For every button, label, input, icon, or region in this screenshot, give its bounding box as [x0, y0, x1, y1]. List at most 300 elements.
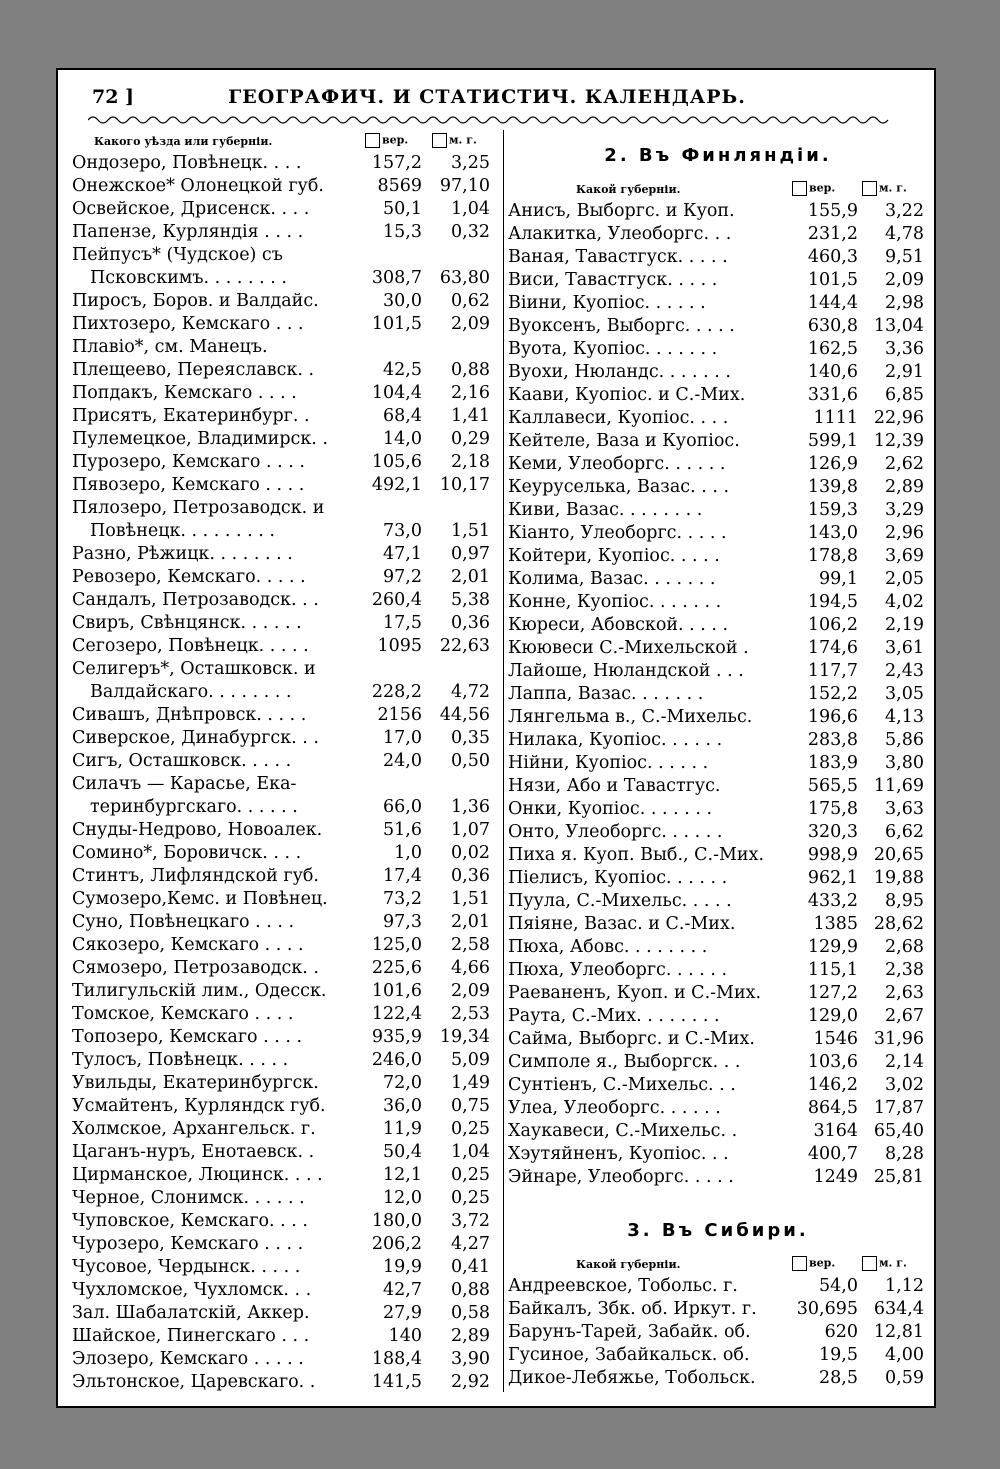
- lake-name: Папензе, Курляндія . . . .: [72, 222, 304, 242]
- lake-name: Пихтозеро, Кемскаго . . .: [72, 314, 304, 334]
- district-header: Какого уѣзда или губерніи.: [94, 135, 273, 148]
- lake-name: Каллавеси, Куопіос. . . .: [508, 408, 729, 428]
- table-row: [72, 1049, 500, 1072]
- lake-name: Черное, Слонимск. . . . . .: [72, 1188, 305, 1208]
- column-divider: [503, 130, 504, 1392]
- lake-name: Повѣнецк. . . . . . . . .: [90, 521, 275, 541]
- lake-name: Лайоше, Нюландской . . .: [508, 661, 744, 681]
- area-sq-miles: 2,98: [885, 293, 924, 313]
- area-versts: 159,3: [807, 500, 858, 520]
- lake-name: Усмайтенъ, Курляндск губ.: [72, 1096, 326, 1116]
- area-sq-miles: 2,62: [885, 454, 924, 474]
- lake-name: Тулосъ, Повѣнецк. . . . .: [72, 1050, 289, 1070]
- lake-name: Плещеево, Переяславск. .: [72, 360, 315, 380]
- area-versts: 42,7: [383, 1280, 422, 1300]
- table-row: [72, 451, 500, 474]
- lake-name: Пяіяне, Вазас. и С.-Мих.: [508, 914, 736, 934]
- lake-name: Нязи, Або и Тавастгус.: [508, 776, 721, 796]
- area-sq-miles: 1,04: [451, 199, 490, 219]
- area-versts: 105,6: [371, 452, 422, 472]
- area-versts: 178,8: [807, 546, 858, 566]
- area-versts: 308,7: [371, 268, 422, 288]
- area-versts: 54,0: [819, 1276, 858, 1296]
- area-versts: 19,9: [383, 1257, 422, 1277]
- table-row: [72, 1026, 500, 1049]
- lake-name: Сиверское, Динабургск. . .: [72, 728, 319, 748]
- table-row: [72, 1003, 500, 1026]
- table-row: [72, 428, 500, 451]
- area-versts: 231,2: [807, 224, 858, 244]
- area-versts: 129,9: [807, 937, 858, 957]
- area-versts: 17,0: [383, 728, 422, 748]
- table-row: [72, 1371, 500, 1394]
- lake-name: Сякозеро, Кемскаго . . . .: [72, 935, 304, 955]
- table-row: [508, 1120, 928, 1143]
- siberia-column-header: [508, 1253, 928, 1275]
- lake-name: Чусовое, Чердынск. . . . .: [72, 1257, 301, 1277]
- table-row: [508, 1298, 928, 1321]
- lake-name: Эльтонское, Царевскаго. .: [72, 1372, 316, 1392]
- table-row: [508, 660, 928, 683]
- area-sq-miles: 2,09: [451, 981, 490, 1001]
- lake-name: Конне, Куопіос. . . . . . .: [508, 592, 722, 612]
- area-sq-miles: 2,14: [885, 1052, 924, 1072]
- table-row: [72, 704, 500, 727]
- area-sq-miles: 2,63: [885, 983, 924, 1003]
- table-row: [508, 1367, 928, 1390]
- lake-name: Хаукавеси, С.-Михельс. .: [508, 1121, 738, 1141]
- table-row: [508, 867, 928, 890]
- area-versts: 127,2: [807, 983, 858, 1003]
- lake-name: Пявозеро, Кемскаго . . . .: [72, 475, 305, 495]
- lake-name: Эйнаре, Улеоборгс. . . . .: [508, 1167, 734, 1187]
- lake-name: Гусиное, Забайкальск. об.: [508, 1345, 750, 1365]
- area-sq-miles: 5,86: [885, 730, 924, 750]
- area-versts: 101,5: [371, 314, 422, 334]
- lake-name: Сомино*, Боровичск. . . .: [72, 843, 302, 863]
- table-row: [72, 865, 500, 888]
- area-versts: 433,2: [807, 891, 858, 911]
- area-versts: 864,5: [807, 1098, 858, 1118]
- lake-name: Тилигульскій лим., Одесск.: [72, 981, 327, 1001]
- square-icon: [365, 133, 380, 148]
- lake-name: Сямозеро, Петрозаводск. .: [72, 958, 319, 978]
- area-sq-miles: 4,27: [451, 1234, 490, 1254]
- sq-miles-header: м. г.: [862, 181, 907, 196]
- table-row: [508, 798, 928, 821]
- area-sq-miles: 0,62: [451, 291, 490, 311]
- table-row: [72, 1325, 500, 1348]
- lake-name: Валдайскаго. . . . . . . .: [90, 682, 292, 702]
- area-versts: 140,6: [807, 362, 858, 382]
- lake-name: Онто, Улеоборгс. . . . . .: [508, 822, 723, 842]
- right-column: [508, 130, 928, 1390]
- area-versts: 72,0: [383, 1073, 422, 1093]
- table-row: [508, 844, 928, 867]
- area-sq-miles: 0,59: [885, 1368, 924, 1388]
- area-sq-miles: 63,80: [439, 268, 490, 288]
- table-row: [508, 752, 928, 775]
- area-sq-miles: 1,51: [451, 889, 490, 909]
- area-versts: 12,0: [383, 1188, 422, 1208]
- area-sq-miles: 12,81: [873, 1322, 924, 1342]
- versts-header: вер.: [365, 133, 408, 148]
- table-row: [508, 223, 928, 246]
- area-versts: 30,695: [796, 1299, 858, 1319]
- table-row: [72, 658, 500, 681]
- table-row: [72, 773, 500, 796]
- table-row: [72, 635, 500, 658]
- area-versts: 104,4: [371, 383, 422, 403]
- table-row: [72, 244, 500, 267]
- lake-name: Пейпусъ* (Чудское) съ: [72, 245, 283, 265]
- lake-name: Вуохи, Нюландс. . . . . . .: [508, 362, 731, 382]
- lake-name: Чурозеро, Кемскаго . . . .: [72, 1234, 304, 1254]
- area-versts: 129,0: [807, 1006, 858, 1026]
- area-sq-miles: 3,25: [451, 153, 490, 173]
- sq-miles-header: м. г.: [432, 133, 477, 148]
- area-sq-miles: 0,25: [451, 1119, 490, 1139]
- table-row: [508, 1275, 928, 1298]
- area-versts: 30,0: [383, 291, 422, 311]
- table-row: [508, 683, 928, 706]
- area-sq-miles: 2,01: [451, 567, 490, 587]
- area-sq-miles: 0,41: [451, 1257, 490, 1277]
- area-versts: 73,0: [383, 521, 422, 541]
- table-row: [72, 313, 500, 336]
- area-sq-miles: 1,49: [451, 1073, 490, 1093]
- area-sq-miles: 0,02: [451, 843, 490, 863]
- area-versts: 122,4: [371, 1004, 422, 1024]
- area-sq-miles: 25,81: [873, 1167, 924, 1187]
- table-row: [72, 1164, 500, 1187]
- area-sq-miles: 0,35: [451, 728, 490, 748]
- table-row: [508, 476, 928, 499]
- area-versts: 51,6: [383, 820, 422, 840]
- area-versts: 139,8: [807, 477, 858, 497]
- area-versts: 180,0: [371, 1211, 422, 1231]
- area-sq-miles: 5,38: [451, 590, 490, 610]
- lake-name: Пуула, С.-Михельс. . . . .: [508, 891, 732, 911]
- page-number: 72 ]: [92, 86, 135, 108]
- area-versts: 283,8: [807, 730, 858, 750]
- area-versts: 143,0: [807, 523, 858, 543]
- square-icon: [862, 1256, 877, 1271]
- area-versts: 97,3: [383, 912, 422, 932]
- area-versts: 935,9: [371, 1027, 422, 1047]
- lake-name: Онежское* Олонецкой губ.: [72, 176, 324, 196]
- area-versts: 117,7: [807, 661, 858, 681]
- table-row: [508, 361, 928, 384]
- table-row: [72, 382, 500, 405]
- lake-name: Чуповское, Кемскаго. . . .: [72, 1211, 308, 1231]
- area-sq-miles: 0,97: [451, 544, 490, 564]
- area-versts: 620: [824, 1322, 858, 1342]
- area-versts: 188,4: [371, 1349, 422, 1369]
- area-versts: 1095: [377, 636, 422, 656]
- lake-name: Увильды, Екатеринбургск.: [72, 1073, 319, 1093]
- area-sq-miles: 0,36: [451, 866, 490, 886]
- area-sq-miles: 8,28: [885, 1144, 924, 1164]
- table-row: [72, 520, 500, 543]
- area-sq-miles: 0,25: [451, 1165, 490, 1185]
- area-sq-miles: 0,88: [451, 1280, 490, 1300]
- area-versts: 1385: [813, 914, 858, 934]
- area-versts: 17,4: [383, 866, 422, 886]
- table-row: [72, 566, 500, 589]
- area-sq-miles: 11,69: [873, 776, 924, 796]
- area-sq-miles: 2,67: [885, 1006, 924, 1026]
- table-row: [72, 980, 500, 1003]
- area-versts: 68,4: [383, 406, 422, 426]
- table-row: [508, 568, 928, 591]
- table-row: [72, 152, 500, 175]
- area-sq-miles: 3,61: [885, 638, 924, 658]
- lake-name: Байкалъ, Збк. об. Иркут. г.: [508, 1299, 757, 1319]
- area-sq-miles: 1,07: [451, 820, 490, 840]
- area-versts: 8569: [377, 176, 422, 196]
- lake-name: Томское, Кемскаго . . . .: [72, 1004, 294, 1024]
- lake-name: Пиросъ, Боров. и Валдайс.: [72, 291, 319, 311]
- table-row: [72, 796, 500, 819]
- area-versts: 225,6: [371, 958, 422, 978]
- area-sq-miles: 3,05: [885, 684, 924, 704]
- area-sq-miles: 0,58: [451, 1303, 490, 1323]
- area-versts: 630,8: [807, 316, 858, 336]
- area-versts: 194,5: [807, 592, 858, 612]
- table-row: [508, 729, 928, 752]
- lake-name: Сайма, Выборгс. и С.-Мих.: [508, 1029, 755, 1049]
- table-row: [508, 775, 928, 798]
- area-sq-miles: 2,05: [885, 569, 924, 589]
- area-versts: 162,5: [807, 339, 858, 359]
- table-row: [72, 1210, 500, 1233]
- lake-name: Андреевское, Тобольс. г.: [508, 1276, 738, 1296]
- area-versts: 47,1: [383, 544, 422, 564]
- left-column-header: [72, 130, 500, 152]
- table-row: [508, 936, 928, 959]
- area-sq-miles: 4,66: [451, 958, 490, 978]
- area-sq-miles: 20,65: [873, 845, 924, 865]
- lake-name: Віини, Куопіос. . . . . .: [508, 293, 706, 313]
- table-row: [72, 934, 500, 957]
- area-sq-miles: 2,91: [885, 362, 924, 382]
- area-sq-miles: 2,19: [885, 615, 924, 635]
- area-sq-miles: 0,36: [451, 613, 490, 633]
- table-row: [72, 589, 500, 612]
- square-icon: [432, 133, 447, 148]
- lake-name: Цирманское, Люцинск. . . .: [72, 1165, 323, 1185]
- table-row: [72, 359, 500, 382]
- table-row: [72, 1072, 500, 1095]
- lake-name: Ондозеро, Повѣнецк. . . .: [72, 153, 302, 173]
- area-sq-miles: 4,13: [885, 707, 924, 727]
- area-versts: 1,0: [394, 843, 422, 863]
- lake-name: Шайское, Пинегскаго . . .: [72, 1326, 310, 1346]
- table-row: [72, 1187, 500, 1210]
- lake-name: Свиръ, Свѣнцянск. . . . . .: [72, 613, 302, 633]
- area-versts: 50,4: [383, 1142, 422, 1162]
- lake-name: Сумозеро,Кемс. и Повѣнец.: [72, 889, 328, 909]
- area-versts: 106,2: [807, 615, 858, 635]
- lake-name: Дикое-Лебяжье, Тобольск.: [508, 1368, 756, 1388]
- lake-name: Виси, Тавастгуск. . . . .: [508, 270, 718, 290]
- lake-name: Снуды-Недрово, Новоалек.: [72, 820, 323, 840]
- lake-name: Кеми, Улеоборгс. . . . . .: [508, 454, 726, 474]
- lake-name: Ваная, Тавастгуск. . . . .: [508, 247, 728, 267]
- table-row: [72, 175, 500, 198]
- table-row: [508, 890, 928, 913]
- section-finland-title: 2. Въ Финляндіи.: [604, 145, 832, 166]
- area-sq-miles: 0,50: [451, 751, 490, 771]
- lake-name: Сунтіенъ, С.-Михельс. . .: [508, 1075, 736, 1095]
- area-sq-miles: 2,58: [451, 935, 490, 955]
- lake-name: Стинтъ, Лифляндской губ.: [72, 866, 319, 886]
- lake-name: Пялозеро, Петрозаводск. и: [72, 498, 325, 518]
- area-sq-miles: 3,36: [885, 339, 924, 359]
- lake-name: Пулемецкое, Владимирск. .: [72, 429, 328, 449]
- area-versts: 19,5: [819, 1345, 858, 1365]
- area-sq-miles: 0,88: [451, 360, 490, 380]
- area-sq-miles: 3,63: [885, 799, 924, 819]
- area-versts: 12,1: [383, 1165, 422, 1185]
- lake-name: Сивашъ, Днѣпровск. . . . .: [72, 705, 307, 725]
- area-versts: 246,0: [371, 1050, 422, 1070]
- area-versts: 73,2: [383, 889, 422, 909]
- lake-name: Койтери, Куопіос. . . . .: [508, 546, 720, 566]
- area-versts: 17,5: [383, 613, 422, 633]
- area-versts: 14,0: [383, 429, 422, 449]
- table-row: [508, 384, 928, 407]
- lake-name: Онки, Куопіос. . . . . . .: [508, 799, 713, 819]
- area-versts: 50,1: [383, 199, 422, 219]
- table-row: [72, 681, 500, 704]
- area-sq-miles: 22,63: [439, 636, 490, 656]
- area-versts: 101,5: [807, 270, 858, 290]
- lake-name: Суно, Повѣнецкаго . . . .: [72, 912, 295, 932]
- table-row: [508, 315, 928, 338]
- lake-name: Пурозеро, Кемскаго . . . .: [72, 452, 305, 472]
- area-versts: 101,6: [371, 981, 422, 1001]
- lake-name: Вуота, Куопіос. . . . . . .: [508, 339, 718, 359]
- table-row: [508, 522, 928, 545]
- area-versts: 320,3: [807, 822, 858, 842]
- area-sq-miles: 22,96: [873, 408, 924, 428]
- area-versts: 97,2: [383, 567, 422, 587]
- area-sq-miles: 2,89: [451, 1326, 490, 1346]
- area-sq-miles: 2,68: [885, 937, 924, 957]
- area-sq-miles: 1,36: [451, 797, 490, 817]
- area-sq-miles: 2,16: [451, 383, 490, 403]
- area-sq-miles: 2,53: [451, 1004, 490, 1024]
- table-row: [508, 269, 928, 292]
- square-icon: [792, 181, 807, 196]
- square-icon: [862, 181, 877, 196]
- table-row: [508, 1166, 928, 1189]
- lake-name: Присятъ, Екатеринбург. .: [72, 406, 310, 426]
- area-versts: 3164: [813, 1121, 858, 1141]
- lake-name: Холмское, Архангельск. г.: [72, 1119, 316, 1139]
- area-versts: 99,1: [819, 569, 858, 589]
- table-row: [508, 200, 928, 223]
- siberia-lake-list: [508, 1275, 928, 1390]
- lake-name: Вуоксенъ, Выборгс. . . . .: [508, 316, 735, 336]
- area-versts: 174,6: [807, 638, 858, 658]
- area-versts: 155,9: [807, 201, 858, 221]
- lake-name: Кюювеси С.-Михельской .: [508, 638, 749, 658]
- running-title: ГЕОГРАФИЧ. И СТАТИСТИЧ. КАЛЕНДАРЬ.: [228, 86, 746, 108]
- area-sq-miles: 2,18: [451, 452, 490, 472]
- table-row: [508, 959, 928, 982]
- area-sq-miles: 8,95: [885, 891, 924, 911]
- lake-name: Плавіо*, см. Манецъ.: [72, 337, 268, 357]
- area-sq-miles: 4,78: [885, 224, 924, 244]
- area-sq-miles: 31,96: [873, 1029, 924, 1049]
- sq-miles-header: м. г.: [862, 1256, 907, 1271]
- province-header: Какой губерніи.: [576, 1258, 681, 1271]
- lake-name: Колима, Вазас. . . . . . .: [508, 569, 716, 589]
- area-versts: 36,0: [383, 1096, 422, 1116]
- table-row: [508, 1143, 928, 1166]
- area-versts: 565,5: [807, 776, 858, 796]
- area-sq-miles: 44,56: [439, 705, 490, 725]
- area-versts: 183,9: [807, 753, 858, 773]
- table-row: [72, 290, 500, 313]
- area-versts: 66,0: [383, 797, 422, 817]
- table-row: [72, 750, 500, 773]
- area-versts: 42,5: [383, 360, 422, 380]
- area-versts: 1111: [813, 408, 858, 428]
- area-sq-miles: 3,22: [885, 201, 924, 221]
- area-versts: 27,9: [383, 1303, 422, 1323]
- area-versts: 126,9: [807, 454, 858, 474]
- lake-name: Анисъ, Выборгс. и Куоп.: [508, 201, 735, 221]
- area-versts: 15,3: [383, 222, 422, 242]
- lake-name: Чухломское, Чухломск. . .: [72, 1280, 312, 1300]
- area-versts: 11,9: [383, 1119, 422, 1139]
- left-column: [72, 130, 500, 1394]
- table-row: [72, 727, 500, 750]
- area-versts: 331,6: [807, 385, 858, 405]
- area-sq-miles: 6,62: [885, 822, 924, 842]
- finland-column-header: [508, 178, 928, 200]
- area-versts: 144,4: [807, 293, 858, 313]
- lake-name: Пюха, Улеоборгс. . . . . .: [508, 960, 728, 980]
- table-row: [72, 819, 500, 842]
- table-row: [508, 1321, 928, 1344]
- lake-name: Симполе я., Выборгск. . .: [508, 1052, 741, 1072]
- wavy-rule: [88, 114, 890, 126]
- area-sq-miles: 19,88: [873, 868, 924, 888]
- lake-name: Кюреси, Абовской. . . . .: [508, 615, 729, 635]
- area-sq-miles: 65,40: [873, 1121, 924, 1141]
- table-row: [72, 1141, 500, 1164]
- table-row: [508, 913, 928, 936]
- area-versts: 260,4: [371, 590, 422, 610]
- area-sq-miles: 1,41: [451, 406, 490, 426]
- area-versts: 175,8: [807, 799, 858, 819]
- lake-name: Нилака, Куопіос. . . . . .: [508, 730, 723, 750]
- lake-name: Алакитка, Улеоборгс. . .: [508, 224, 732, 244]
- table-row: [508, 706, 928, 729]
- lake-name: Киви, Вазас. . . . . . . .: [508, 500, 703, 520]
- area-versts: 125,0: [371, 935, 422, 955]
- area-sq-miles: 1,51: [451, 521, 490, 541]
- lake-name: Кеуруселька, Вазас. . . .: [508, 477, 730, 497]
- area-versts: 115,1: [807, 960, 858, 980]
- province-header: Какой губерніи.: [576, 183, 681, 196]
- area-versts: 599,1: [807, 431, 858, 451]
